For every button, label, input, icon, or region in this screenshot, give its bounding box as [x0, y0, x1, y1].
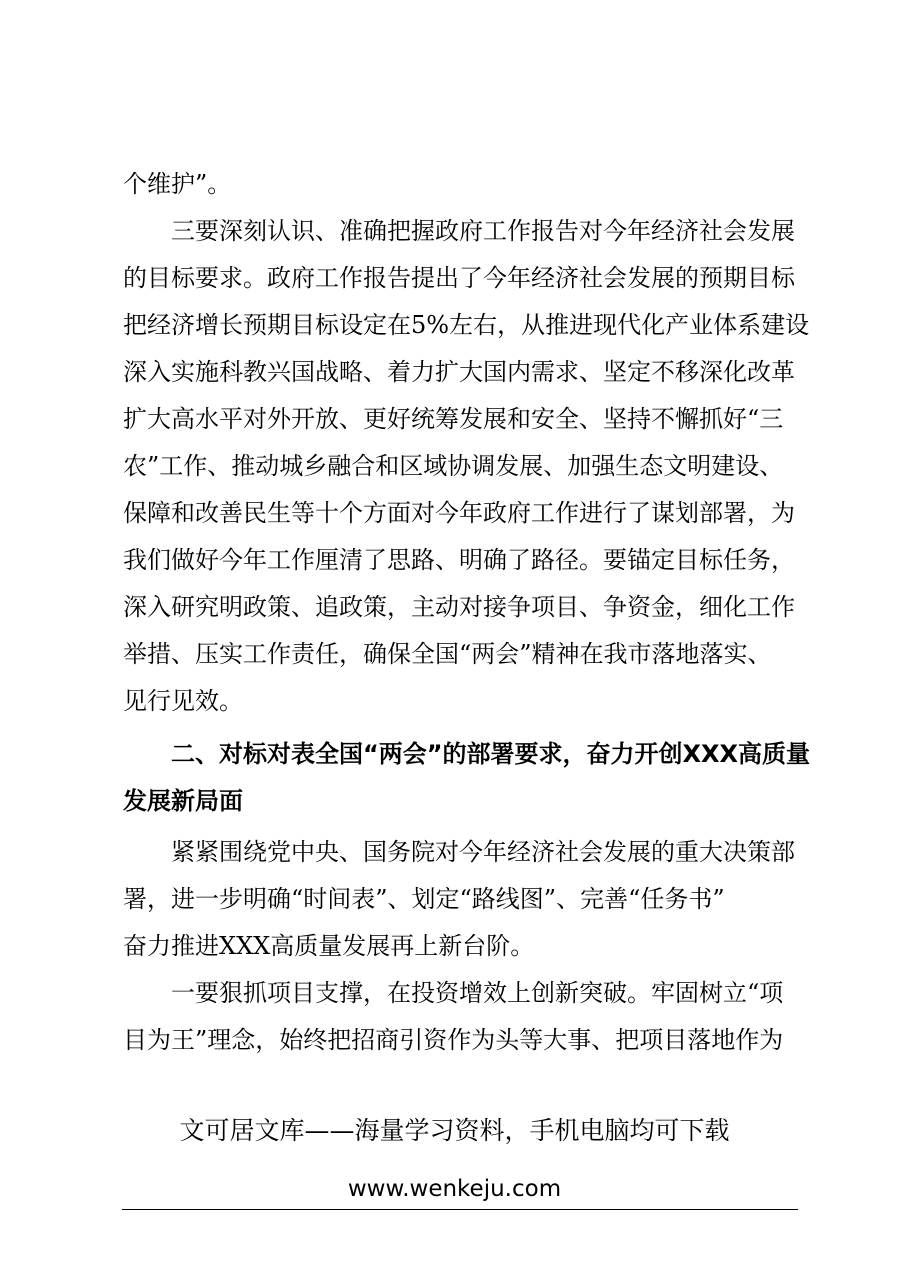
section-heading: 二、对标对表全国“两会”的部署要求，奋力开创XXX高质量: [123, 740, 811, 768]
body-line: 扩大高水平对外开放、更好统筹发展和安全、坚持不懈抓好“三: [123, 405, 784, 433]
footer-url-link[interactable]: www.wenkeju.com: [347, 1176, 562, 1202]
body-line: 深入实施科教兴国战略、着力扩大国内需求、坚定不移深化改革: [123, 358, 795, 386]
body-line: 紧紧围绕党中央、国务院对今年经济社会发展的重大决策部: [123, 838, 795, 866]
body-line: 见行见效。: [123, 687, 243, 715]
body-line: 我们做好今年工作厘清了思路、明确了路径。要锚定目标任务，: [123, 546, 795, 574]
body-line: 农”工作、推动城乡融合和区域协调发展、加强生态文明建设、: [123, 452, 784, 480]
body-line: 一要狠抓项目支撑，在投资增效上创新突破。牢固树立“项: [123, 979, 784, 1007]
body-line: 目为王”理念，始终把招商引资作为头等大事、把项目落地作为: [123, 1026, 784, 1054]
body-line: 深入研究明政策、追政策，主动对接争项目、争资金，细化工作: [123, 593, 795, 621]
footer-tagline: 文可居文库——海量学习资料，手机电脑均可下载: [179, 1116, 730, 1145]
footer-divider: [122, 1209, 798, 1210]
body-line: 的目标要求。政府工作报告提出了今年经济社会发展的预期目标: [123, 264, 795, 292]
body-line: 署，进一步明确“时间表”、划定“路线图”、完善“任务书”: [123, 885, 725, 913]
body-line: 保障和改善民生等十个方面对今年政府工作进行了谋划部署，为: [123, 499, 795, 527]
body-line: 举措、压实工作责任，确保全国“两会”精神在我市落地落实、: [123, 640, 772, 668]
body-line: 个维护”。: [123, 170, 232, 198]
section-heading: 发展新局面: [123, 787, 243, 815]
body-line: 奋力推进XXX高质量发展再上新台阶。: [123, 932, 535, 960]
body-line: 三要深刻认识、准确把握政府工作报告对今年经济社会发展: [123, 217, 795, 245]
body-line: 把经济增长预期目标设定在5%左右，从推进现代化产业体系建设: [123, 311, 810, 339]
